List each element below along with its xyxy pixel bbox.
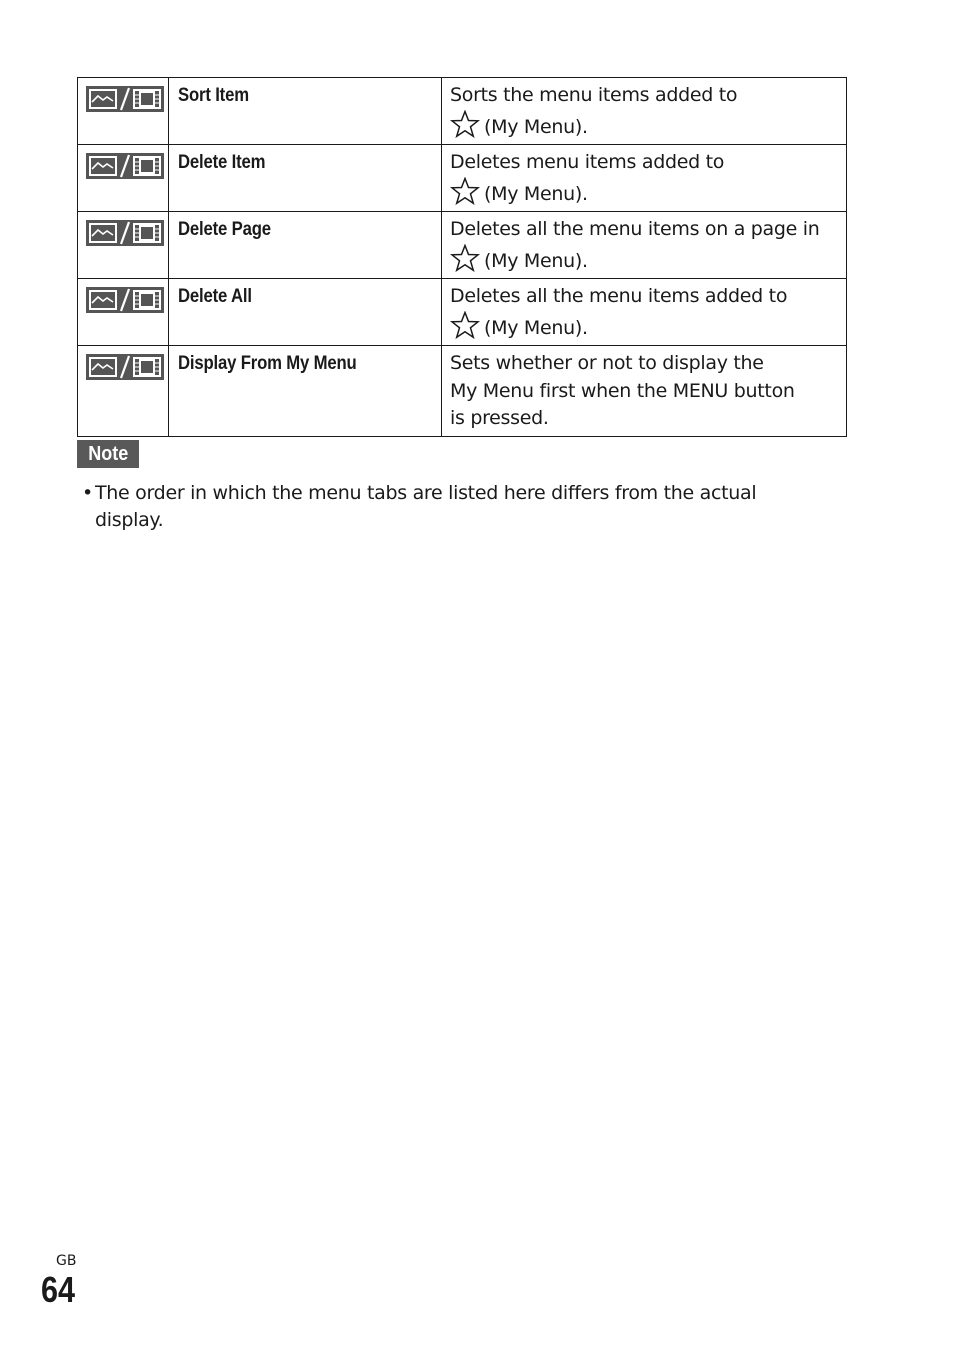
my-menu-star-icon [450,110,480,138]
bullet: • [82,482,94,504]
item-name-delete-all: Delete All [169,279,442,346]
desc-line: (My Menu). [484,182,588,205]
table-row [78,279,847,346]
table-row [78,212,847,279]
still-movie-mode-icon [86,287,164,313]
item-description [442,145,847,212]
desc-line: is pressed. [450,407,549,429]
still-movie-mode-icon [86,153,164,179]
desc-line: Deletes menu items added to [450,151,725,173]
menu-table [77,77,847,437]
icon-cell [78,78,169,145]
item-name-display-from-my-menu: Display From My Menu [169,346,442,437]
page-number: 64 [41,1269,76,1310]
table-row [78,145,847,212]
item-description [442,212,847,279]
item-description [442,78,847,145]
table-row [78,346,847,437]
icon-cell [78,212,169,279]
note-line: display. [95,509,164,531]
note-text [82,480,842,534]
desc-line: Sorts the menu items added to [450,84,738,106]
desc-line: Sets whether or not to display the [450,352,764,374]
table-row [78,78,847,145]
still-movie-mode-icon [86,86,164,112]
note-badge: Note [77,440,139,468]
item-name-delete-item: Delete Item [169,145,442,212]
desc-line: My Menu first when the MENU button [450,379,795,402]
icon-cell [78,145,169,212]
my-menu-star-icon [450,244,480,272]
desc-line: (My Menu). [484,115,588,138]
desc-line: Deletes all the menu items added to [450,285,788,307]
desc-line: (My Menu). [484,316,588,339]
my-menu-star-icon [450,177,480,205]
item-name-sort-item: Sort Item [169,78,442,145]
still-movie-mode-icon [86,220,164,246]
page-language-code: GB [56,1253,77,1269]
icon-cell [78,279,169,346]
item-description [442,279,847,346]
item-description [442,346,847,437]
note-line: The order in which the menu tabs are listed here differs from the actual [95,482,757,504]
desc-line: Deletes all the menu items on a page in [450,218,820,240]
icon-cell [78,346,169,437]
still-movie-mode-icon [86,354,164,380]
desc-line: (My Menu). [484,249,588,272]
item-name-delete-page: Delete Page [169,212,442,279]
my-menu-star-icon [450,311,480,339]
